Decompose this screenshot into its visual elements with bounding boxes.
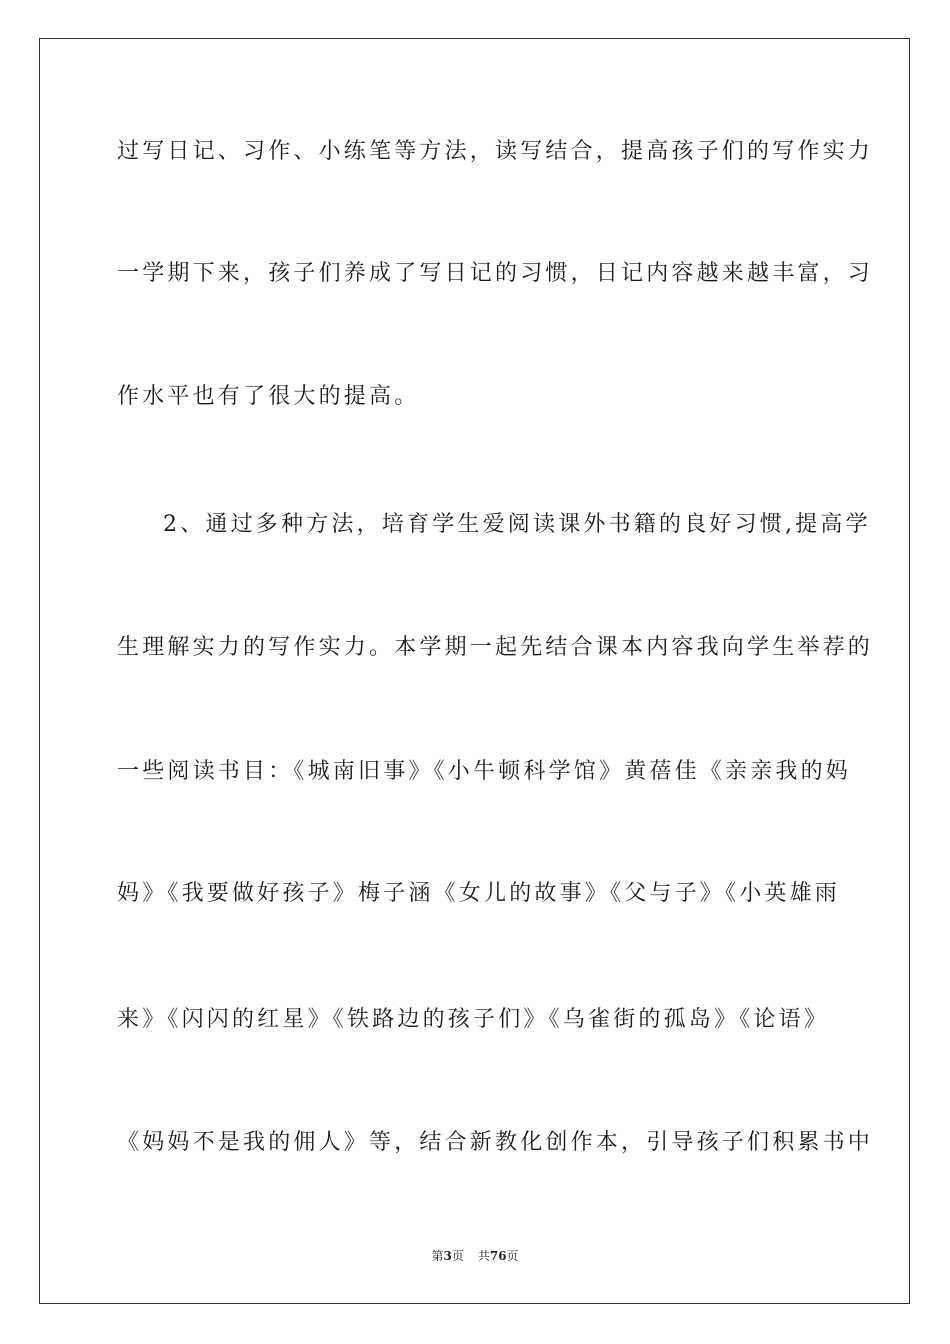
body-line-8: 来》《闪闪的红星》《铁路边的孩子们》《乌雀街的孤岛》《论语》 (117, 1007, 830, 1032)
page-prefix: 第 (431, 1249, 444, 1263)
body-line-7: 妈》《我要做好孩子》梅子涵《女儿的故事》《父与子》《小英雄雨 (117, 881, 841, 906)
body-line-3: 作水平也有了很大的提高。 (117, 384, 420, 409)
page-footer (0, 1246, 950, 1266)
body-line-2: 一学期下来，孩子们养成了写日记的习惯，日记内容越来越丰富，习 (117, 261, 874, 286)
body-line-1: 过写日记、习作、小练笔等方法，读写结合，提高孩子们的写作实力 (117, 139, 874, 164)
body-line-6: 一些阅读书目：《城南旧事》《小牛顿科学馆》黄蓓佳《亲亲我的妈 (117, 759, 852, 784)
page-suffix: 页 (451, 1249, 464, 1263)
body-line-9: 《妈妈不是我的佣人》等，结合新教化创作本，引导孩子们积累书中 (117, 1130, 874, 1155)
total-suffix: 页 (506, 1249, 519, 1263)
total-prefix: 共 (477, 1249, 490, 1263)
page-number: 3 (443, 1249, 452, 1263)
body-line-5: 生理解实力的写作实力。本学期一起先结合课本内容我向学生举荐的 (117, 635, 874, 660)
body-line-4: 2、通过多种方法，培育学生爱阅读课外书籍的良好习惯,提高学 (163, 512, 871, 537)
total-pages: 76 (489, 1249, 507, 1263)
page-border (39, 38, 910, 1304)
